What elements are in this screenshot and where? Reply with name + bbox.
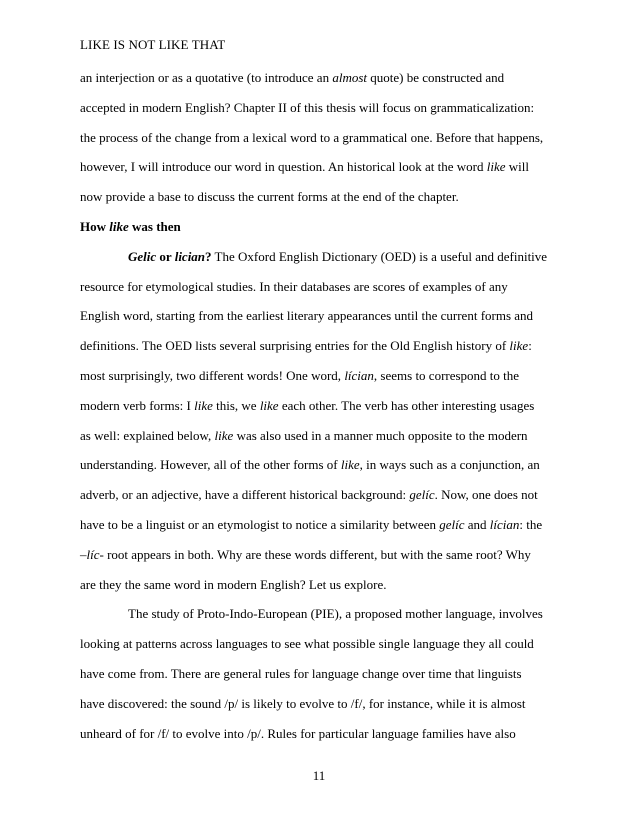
text-line — [80, 331, 560, 361]
italic-run: lícian — [489, 516, 520, 532]
text-run: however, I will introduce our word in question. An historical look at the word — [80, 159, 487, 175]
text-run: was also used in a manner much opposite to the modern — [233, 427, 528, 443]
text-line — [80, 450, 560, 480]
text-line — [80, 93, 560, 123]
text-run: , in ways such as a conjunction, an — [359, 457, 540, 473]
text-run: : the — [519, 516, 543, 532]
text-run: unheard of for /f/ to evolve into /p/. Rules for particular language families have also — [80, 725, 516, 741]
italic-run: líc — [86, 546, 100, 562]
text-line — [80, 123, 560, 153]
italic-run: like — [259, 397, 279, 413]
italic-run: Gelic — [128, 248, 157, 264]
italic-run: like — [340, 457, 360, 473]
text-run: , seems to correspond to the — [373, 367, 520, 383]
text-run: adverb, or an adjective, have a different historical background: — [80, 487, 410, 503]
section-heading — [80, 212, 560, 242]
italic-run: almost — [332, 70, 367, 85]
text-run: The study of Proto-Indo-European (PIE), a proposed mother language, involves — [128, 606, 543, 622]
page-number: 11 — [312, 768, 326, 783]
text-run: definitions. The OED lists several surprising entries for the Old English history of — [80, 338, 510, 354]
italic-run: like — [486, 159, 506, 175]
text-run: have discovered: the sound /p/ is likely to evolve to /f/, for instance, while it is almost — [80, 695, 526, 711]
text-line — [80, 599, 560, 629]
text-run: understanding. However, all of the other forms of — [80, 457, 341, 473]
text-run: this, we — [212, 397, 260, 413]
text-line — [80, 689, 560, 719]
text-line — [80, 242, 560, 272]
text-run: an interjection or as a quotative (to introduce an — [80, 70, 333, 85]
running-head: LIKE IS NOT LIKE THAT — [80, 37, 226, 52]
italic-run: like — [194, 397, 213, 413]
text-line — [80, 510, 560, 540]
text-run: have to be a linguist or an etymologist to notice a similarity between — [80, 516, 440, 532]
text-line — [80, 361, 560, 391]
text-run: modern verb forms: I — [80, 397, 195, 413]
text-run: – — [80, 546, 87, 562]
text-line — [80, 570, 560, 600]
italic-run: lícian — [344, 367, 374, 383]
text-line — [80, 391, 560, 421]
text-run: . Now, one does not — [434, 487, 538, 503]
text-run: quote) be constructed and — [367, 70, 505, 85]
text-run: : — [528, 338, 532, 354]
italic-run: gelíc — [409, 487, 435, 503]
text-line — [80, 540, 560, 570]
italic-run: like — [509, 338, 529, 354]
text-run: are they the same word in modern English? Let us explore. — [80, 576, 387, 592]
italic-run: like — [214, 427, 234, 443]
text-run: will — [505, 159, 529, 175]
text-line — [80, 182, 560, 212]
text-line — [80, 629, 560, 659]
text-run: ? — [205, 248, 212, 264]
text-line — [80, 63, 560, 93]
text-run: have come from. There are general rules for language change over time that linguists — [80, 665, 522, 681]
italic-run: like — [109, 218, 129, 234]
text-run: looking at patterns across languages to see what possible single language they all could — [80, 636, 534, 652]
text-run: - root appears in both. Why are these words different, but with the same root? Why — [99, 546, 531, 562]
text-run: or — [156, 248, 175, 264]
text-run: as well: explained below, — [80, 427, 215, 443]
italic-run: gelíc — [439, 516, 465, 532]
text-run: the process of the change from a lexical word to a grammatical one. Before that happens, — [80, 129, 544, 145]
text-run: most surprisingly, two different words! One word, — [80, 367, 345, 383]
text-run: each other. The verb has other interesting usages — [278, 397, 535, 413]
text-line — [80, 480, 560, 510]
text-run: accepted in modern English? Chapter II of this thesis will focus on grammaticalization: — [80, 99, 535, 115]
text-run: was then — [128, 218, 181, 234]
text-line — [80, 272, 560, 302]
text-run: How — [80, 218, 110, 234]
text-run: now provide a base to discuss the current forms at the end of the chapter. — [80, 189, 459, 205]
text-run: English word, starting from the earliest literary appearances until the current forms and — [80, 308, 534, 324]
text-run: and — [464, 516, 490, 532]
body-text — [80, 63, 560, 748]
italic-run: lician — [174, 248, 206, 264]
text-line — [80, 719, 560, 749]
text-line — [80, 301, 560, 331]
text-line — [80, 421, 560, 451]
text-line — [80, 152, 560, 182]
text-run: The Oxford English Dictionary (OED) is a useful and definitive — [211, 248, 548, 264]
text-run: resource for etymological studies. In their databases are scores of examples of any — [80, 278, 508, 294]
text-line — [80, 659, 560, 689]
